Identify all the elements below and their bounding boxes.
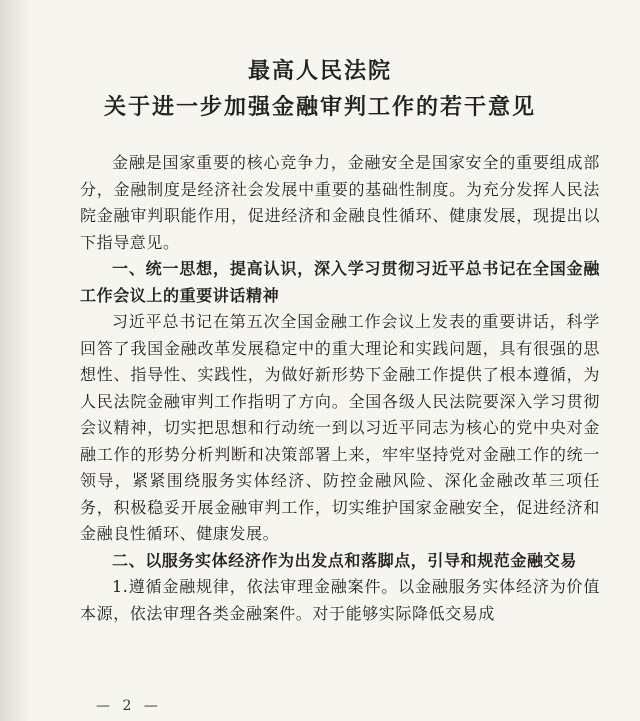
section-heading-2: 二、以服务实体经济作为出发点和落脚点，引导和规范金融交易: [112, 550, 577, 570]
page-number: — 2 —: [96, 698, 162, 714]
document-title-subject: 关于进一步加强金融审判工作的若干意见: [103, 94, 536, 120]
intro-paragraph: 金融是国家重要的核心竞争力，金融安全是国家安全的重要组成部分，金融制度是经济社会发展中重要的基础性制度。为充分发挥人民法院金融审判职能作用，促进经济和金融良性循环、健康发展，现提出以下指导意见。: [80, 153, 600, 252]
section-2-item-1-paragraph: 1.遵循金融规律，依法审理金融案件。以金融服务实体经济为价值本源，依法审理各类金融案件。对于能够实际降低交易成: [80, 577, 600, 623]
document-body: [80, 150, 600, 627]
section-1-paragraph: 习近平总书记在第五次全国金融工作会议上发表的重要讲话，科学回答了我国金融改革发展稳定中的重大理论和实践问题，具有很强的思想性、指导性、实践性，为做好新形势下金融工作提供了根本遵循，为人民法院金融审判工作指明了方向。全国各级人民法院要深入学习贯彻会议精神，切实把思想和行动统一到以习近平同志为核心的党中央对金融工作的形势分析判断和决策部署上来，牢牢坚持党对金融工作的统一领导，紧紧围绕服务实体经济、防控金融风险、深化金融改革三项任务，积极稳妥开展金融审判工作，切实维护国家金融安全，促进经济和金融良性循环、健康发展。: [80, 312, 600, 543]
document-title-issuer: 最高人民法院: [247, 58, 392, 84]
section-heading-1: 一、统一思想，提高认识，深入学习贯彻习近平总书记在全国金融工作会议上的重要讲话精神: [80, 259, 600, 305]
